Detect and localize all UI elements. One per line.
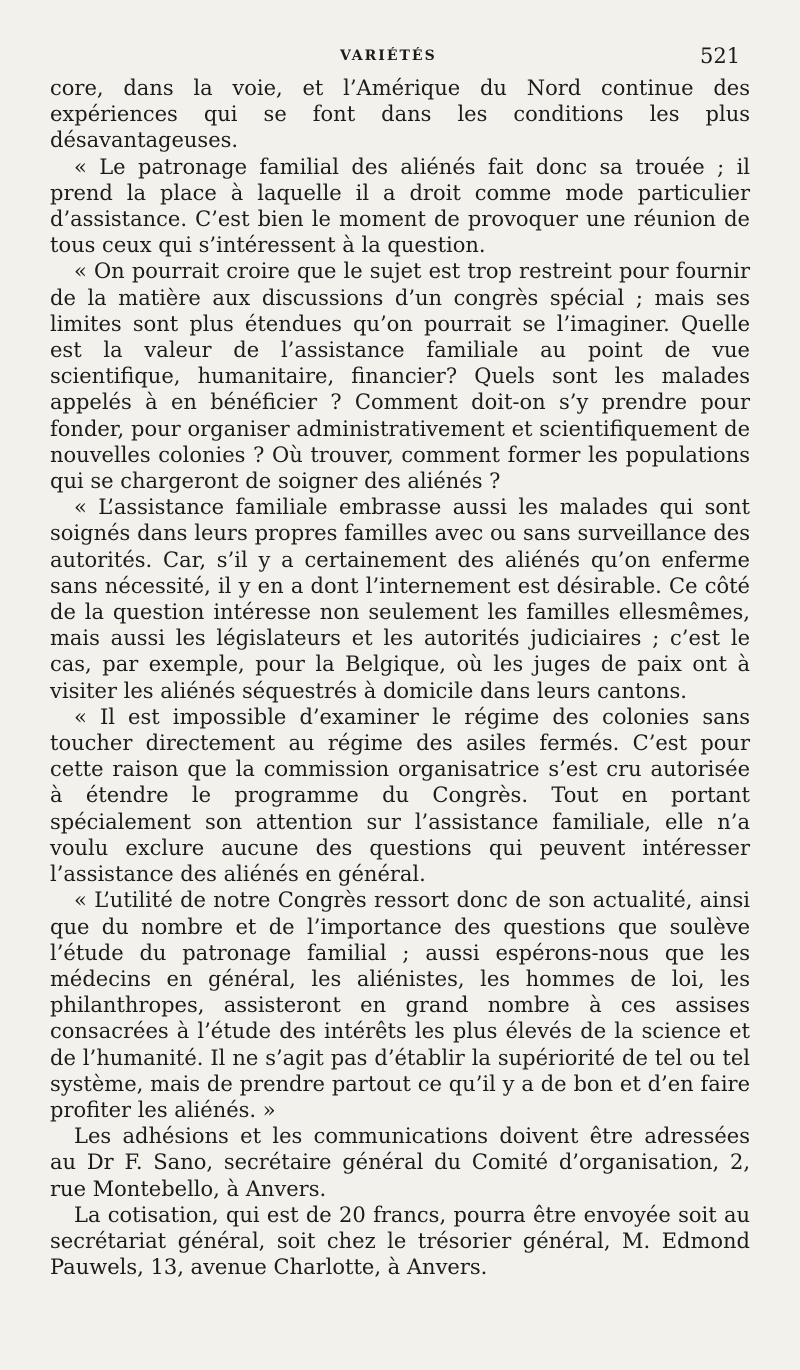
- page-number: 521: [700, 44, 741, 68]
- page-header: [0, 42, 800, 76]
- paragraph: « On pourrait croire que le sujet est trop restreint pour fournir de la matière aux discussions d’un congrès spécial ; mais ses limites sont plus étendues qu’on pourrait se l’imaginer. Quelle est la valeur de l’assistance familiale au point de vue scientifique, humanitaire, financier? Quels sont les malades appelés à en bénéficier ? Comment doit-on s’y prendre pour fonder, pour organiser administrativement et scientifiquement de nouvelles colonies ? Où trouver, comment former les populations qui se chargeront de soigner des aliénés ?: [50, 259, 750, 494]
- paragraph: « Il est impossible d’examiner le régime des colonies sans toucher directement au régime des asiles fermés. C’est pour cette raison que la commission organisatrice s’est cru autorisée à étendre le programme du Congrès. Tout en portant spécialement son attention sur l’assistance familiale, elle n’a voulu exclure aucune des questions qui peuvent intéresser l’assistance des aliénés en général.: [50, 704, 750, 887]
- paragraph: La cotisation, qui est de 20 francs, pourra être envoyée soit au secrétariat général, soit chez le trésorier général, M. Edmond Pauwels, 13, avenue Charlotte, à Anvers.: [50, 1202, 750, 1280]
- paragraph: Les adhésions et les communications doivent être adressées au Dr F. Sano, secrétaire général du Comité d’organisation, 2, rue Montebello, à Anvers.: [50, 1124, 750, 1201]
- paragraph: « L’utilité de notre Congrès ressort donc de son actualité, ainsi que du nombre et de l’importance des questions que soulève l’étude du patronage familial ; aussi espérons-nous que les médecins en général, les aliénistes, les hommes de loi, les philanthropes, assisteront en grand nombre à ces assises consacrées à l’étude des intérêts les plus élevés de la science et de l’humanité. Il ne s’agit pas d’établir la supériorité de tel ou tel système, mais de prendre partout ce qu’il y a de bon et d’en faire profiter les aliénés. »: [50, 888, 750, 1122]
- paragraph: core, dans la voie, et l’Amérique du Nord continue des expériences qui se font dans les conditions les plus désavantageuses.: [50, 76, 750, 153]
- paragraph: « L’assistance familiale embrasse aussi les malades qui sont soignés dans leurs propres familles avec ou sans surveillance des autorités. Car, s’il y a certainement des aliénés qu’on enferme sans nécessité, il y en a dont l’internement est désirable. Ce côté de la question intéresse non seulement les familles ellesmêmes, mais aussi les législateurs et les autorités judiciaires ; c’est le cas, par exemple, pour la Belgique, où les juges de paix ont à visiter les aliénés séquestrés à domicile dans leurs cantons.: [50, 495, 750, 703]
- running-title: VARIÉTÉS: [340, 48, 437, 64]
- paragraph: « Le patronage familial des aliénés fait donc sa trouée ; il prend la place à laquelle il a droit comme mode particulier d’assistance. C’est bien le moment de provoquer une réunion de tous ceux qui s’intéressent à la question.: [50, 154, 750, 258]
- body-text: [50, 75, 750, 1280]
